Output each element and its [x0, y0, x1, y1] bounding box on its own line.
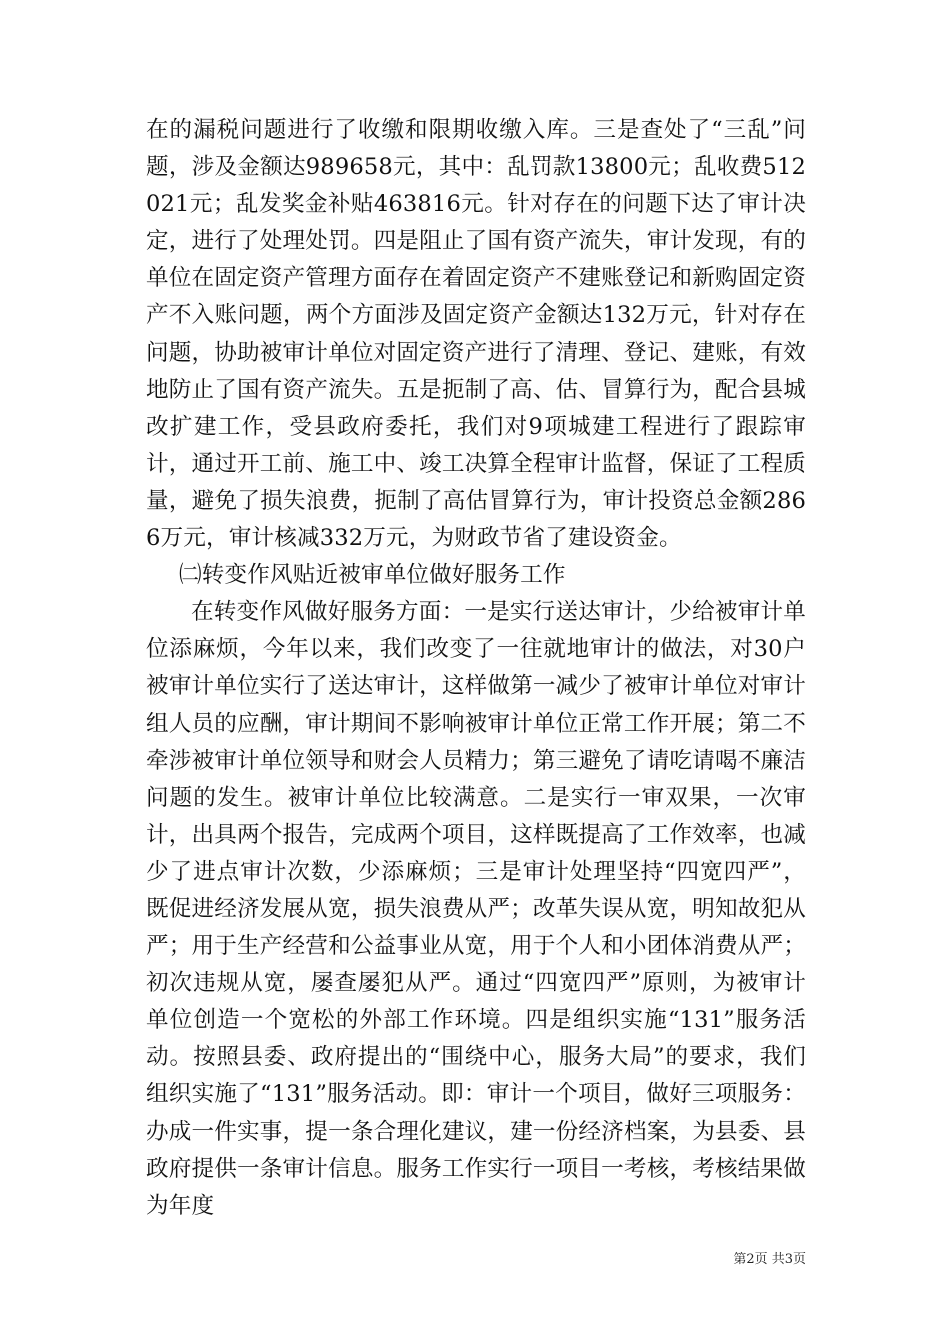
- paragraph-service-work: 在转变作风做好服务方面：一是实行送达审计，少给被审计单位添麻烦，今年以来，我们改变了一往就地审计的做法，对30户被审计单位实行了送达审计，这样做第一减少了被审计单位对审计组人员的应酬，审计期间不影响被审计单位正常工作开展；第二不牵涉被审计单位领导和财会人员精力；第三避免了请吃请喝不廉洁问题的发生。被审计单位比较满意。二是实行一审双果，一次审计，出具两个报告，完成两个项目，这样既提高了工作效率，也减少了进点审计次数，少添麻烦；三是审计处理坚持“四宽四严”，既促进经济发展从宽，损失浪费从严；改革失误从宽，明知故犯从严；用于生产经营和公益事业从宽，用于个人和小团体消费从严；初次违规从宽，屡查屡犯从严。通过“四宽四严”原则，为被审计单位创造一个宽松的外部工作环境。四是组织实施“131”服务活动。按照县委、政府提出的“围绕中心，服务大局”的要求，我们组织实施了“131”服务活动。即：审计一个项目，做好三项服务：办成一件实事，提一条合理化建议，建一份经济档案，为县委、县政府提供一条审计信息。服务工作实行一项目一考核，考核结果做为年度: [146, 599, 806, 1219]
- document-body: [146, 112, 806, 1225]
- page-number-footer: 第2页 共3页: [733, 1252, 806, 1267]
- section-heading: ㈡转变作风贴近被审单位做好服务工作: [179, 562, 566, 589]
- paragraph-audit-results: 在的漏税问题进行了收缴和限期收缴入库。三是查处了“三乱”问题，涉及金额达989658元，其中：乱罚款13800元；乱收费512021元；乱发奖金补贴463816元。针对存在的问题下达了审计决定，进行了处理处罚。四是阻止了国有资产流失，审计发现，有的单位在固定资产管理方面存在着固定资产不建账登记和新购固定资产不入账问题，两个方面涉及固定资产金额达132万元，针对存在问题，协助被审计单位对固定资产进行了清理、登记、建账，有效地防止了国有资产流失。五是扼制了高、估、冒算行为，配合县城改扩建工作，受县政府委托，我们对9项城建工程进行了跟踪审计，通过开工前、施工中、竣工决算全程审计监督，保证了工程质量，避免了损失浪费，扼制了高估冒算行为，审计投资总金额2866万元，审计核减332万元，为财政节省了建设资金。: [146, 117, 806, 552]
